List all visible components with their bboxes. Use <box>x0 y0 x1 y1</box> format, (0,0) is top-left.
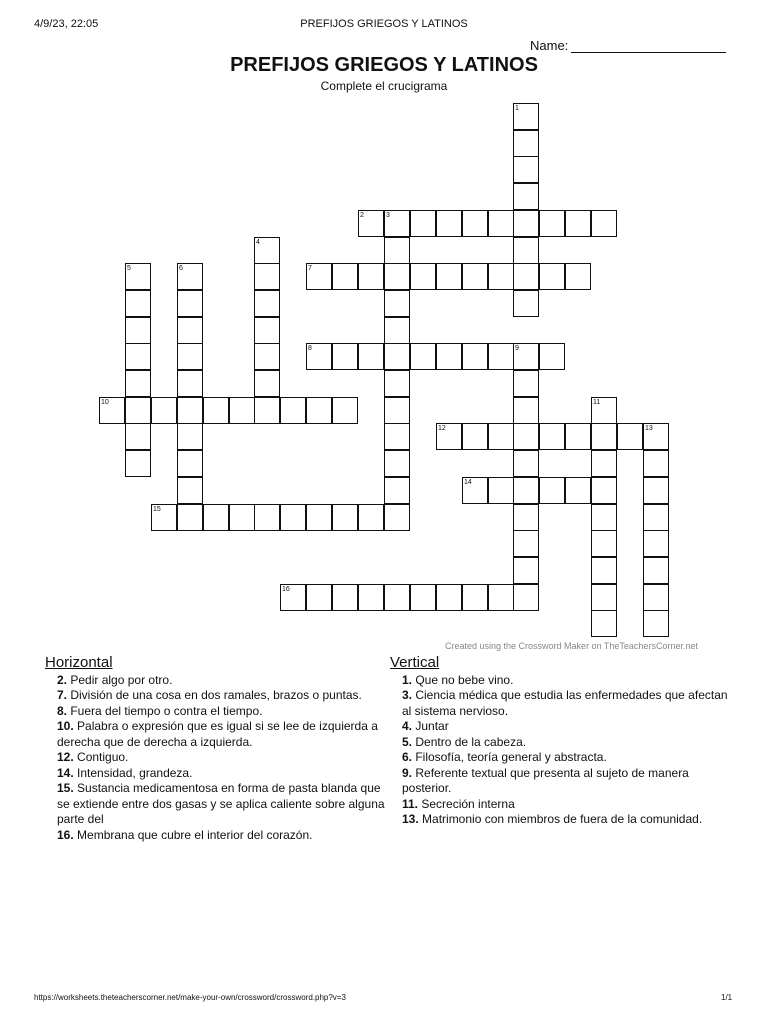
crossword-cell[interactable] <box>203 397 229 424</box>
crossword-cell[interactable] <box>254 263 280 290</box>
crossword-cell[interactable] <box>254 317 280 344</box>
crossword-cell[interactable] <box>125 397 151 424</box>
crossword-cell[interactable] <box>462 210 488 237</box>
horizontal-clues <box>45 655 390 843</box>
crossword-cell[interactable] <box>513 237 539 264</box>
crossword-cell[interactable] <box>358 504 384 531</box>
crossword-cell[interactable] <box>539 210 565 237</box>
crossword-cell[interactable] <box>177 370 203 397</box>
crossword-cell[interactable] <box>410 263 436 290</box>
crossword-cell[interactable] <box>436 263 462 290</box>
crossword-cell[interactable] <box>565 210 591 237</box>
crossword-cell[interactable] <box>384 423 410 450</box>
vertical-clue <box>390 766 735 797</box>
crossword-cell[interactable] <box>462 477 488 504</box>
clue-text: Matrimonio con miembros de fuera de la comunidad. <box>418 812 703 826</box>
crossword-cell[interactable] <box>177 450 203 477</box>
clue-text: Intensidad, grandeza. <box>73 765 193 780</box>
crossword-cell[interactable] <box>643 557 669 584</box>
footer-url[interactable]: https://worksheets.theteacherscorner.net/make-your-own/crossword/crossword.php?v=3 <box>34 993 346 1002</box>
clue-number: 7. <box>57 688 68 702</box>
clue-number: 7 <box>308 265 312 272</box>
crossword-cell[interactable] <box>254 370 280 397</box>
vertical-clue <box>390 719 735 735</box>
crossword-cell[interactable] <box>306 397 332 424</box>
clue-text: Que no bebe vino. <box>412 672 514 687</box>
crossword-cell[interactable] <box>125 450 151 477</box>
horizontal-heading: Horizontal <box>45 654 113 671</box>
horizontal-clue <box>45 750 390 766</box>
crossword-cell[interactable] <box>513 130 539 157</box>
clue-text: Filosofía, teoría general y abstracta. <box>412 750 607 764</box>
crossword-cell[interactable] <box>436 584 462 611</box>
crossword-cell[interactable] <box>539 423 565 450</box>
crossword-cell[interactable] <box>384 504 410 531</box>
clue-number: 13 <box>645 425 653 432</box>
crossword-cell[interactable] <box>384 210 410 237</box>
crossword-cell[interactable] <box>177 317 203 344</box>
clue-number: 6 <box>179 265 183 272</box>
clue-text: Secreción interna <box>418 796 515 811</box>
crossword-cell[interactable] <box>643 477 669 504</box>
crossword-cell[interactable] <box>410 343 436 370</box>
clue-text: Dentro de la cabeza. <box>412 734 527 749</box>
crossword-cell[interactable] <box>488 584 514 611</box>
print-doc-title: PREFIJOS GRIEGOS Y LATINOS <box>300 18 468 30</box>
clue-number: 3. <box>402 688 413 702</box>
crossword-cell[interactable] <box>306 343 332 370</box>
crossword-cell[interactable] <box>643 530 669 557</box>
horizontal-clue <box>45 688 390 704</box>
crossword-cell[interactable] <box>332 584 358 611</box>
crossword-cell[interactable] <box>513 210 539 237</box>
crossword-cell[interactable] <box>203 504 229 531</box>
crossword-cell[interactable] <box>229 504 255 531</box>
clue-number: 15 <box>153 506 161 513</box>
crossword-cell[interactable] <box>513 557 539 584</box>
crossword-cell[interactable] <box>358 343 384 370</box>
crossword-cell[interactable] <box>384 370 410 397</box>
crossword-cell[interactable] <box>591 423 617 450</box>
crossword-cell[interactable] <box>591 530 617 557</box>
horizontal-clue <box>45 704 390 720</box>
crossword-cell[interactable] <box>488 343 514 370</box>
horizontal-clue <box>45 673 390 689</box>
clue-number: 6. <box>402 750 413 764</box>
clue-number: 5 <box>127 265 131 272</box>
crossword-cell[interactable] <box>254 343 280 370</box>
crossword-cell[interactable] <box>462 584 488 611</box>
crossword-cell[interactable] <box>125 263 151 290</box>
clue-text: Fuera del tiempo o contra el tiempo. <box>67 703 263 718</box>
clue-number: 4 <box>256 239 260 246</box>
clue-number: 9. <box>402 765 413 780</box>
crossword-cell[interactable] <box>513 504 539 531</box>
crossword-cell[interactable] <box>539 477 565 504</box>
crossword-cell[interactable] <box>384 397 410 424</box>
clue-number: 1 <box>515 105 519 112</box>
crossword-cell[interactable] <box>410 584 436 611</box>
crossword-cell[interactable] <box>410 210 436 237</box>
clue-text: División de una cosa en dos ramales, brazos o puntas. <box>67 688 362 702</box>
crossword-cell[interactable] <box>358 210 384 237</box>
crossword-cell[interactable] <box>513 450 539 477</box>
crossword-cell[interactable] <box>513 290 539 317</box>
crossword-cell[interactable] <box>513 343 539 370</box>
name-label: Name: <box>530 38 569 53</box>
crossword-cell[interactable] <box>306 504 332 531</box>
clue-number: 1. <box>402 672 413 687</box>
crossword-cell[interactable] <box>462 343 488 370</box>
horizontal-clue <box>45 719 390 750</box>
crossword-cell[interactable] <box>332 263 358 290</box>
clue-number: 9 <box>515 345 519 352</box>
crossword-cell[interactable] <box>229 397 255 424</box>
crossword-cell[interactable] <box>591 450 617 477</box>
clue-number: 11 <box>593 399 601 406</box>
crossword-cell[interactable] <box>513 263 539 290</box>
clue-text: Pedir algo por otro. <box>67 672 173 687</box>
horizontal-clue <box>45 781 390 828</box>
clue-number: 16. <box>57 827 74 842</box>
crossword-cell[interactable] <box>280 584 306 611</box>
clue-text: Sustancia medicamentosa en forma de pasta blanda que se extiende entre dos gasas y se aplica caliente sobre alguna parte del <box>57 781 385 826</box>
crossword-cell[interactable] <box>462 263 488 290</box>
crossword-cell[interactable] <box>254 290 280 317</box>
crossword-cell[interactable] <box>177 423 203 450</box>
crossword-cell[interactable] <box>643 423 669 450</box>
crossword-cell[interactable] <box>462 423 488 450</box>
clue-number: 14. <box>57 765 74 780</box>
vertical-heading: Vertical <box>390 654 440 671</box>
crossword-cell[interactable] <box>125 343 151 370</box>
page-title: PREFIJOS GRIEGOS Y LATINOS <box>230 54 538 76</box>
clue-number: 15. <box>57 781 74 795</box>
clue-number: 4. <box>402 719 413 733</box>
crossword-cell[interactable] <box>384 584 410 611</box>
clue-number: 8 <box>308 345 312 352</box>
horizontal-clue <box>45 766 390 782</box>
crossword-cell[interactable] <box>539 263 565 290</box>
crossword-cell[interactable] <box>591 557 617 584</box>
vertical-clue <box>390 812 735 828</box>
crossword-cell[interactable] <box>513 477 539 504</box>
crossword-cell[interactable] <box>254 237 280 264</box>
crossword-cell[interactable] <box>565 477 591 504</box>
crossword-cell[interactable] <box>125 370 151 397</box>
clue-text: Contiguo. <box>73 750 129 764</box>
crossword-cell[interactable] <box>617 423 643 450</box>
page-subtitle: Complete el crucigrama <box>320 79 448 93</box>
crossword-cell[interactable] <box>384 317 410 344</box>
crossword-cell[interactable] <box>513 584 539 611</box>
vertical-clue <box>390 688 735 719</box>
crossword-cell[interactable] <box>643 610 669 637</box>
crossword-cell[interactable] <box>254 504 280 531</box>
crossword-cell[interactable] <box>488 423 514 450</box>
crossword-cell[interactable] <box>436 210 462 237</box>
clue-text: Juntar <box>412 719 449 733</box>
clue-number: 12 <box>438 425 446 432</box>
crossword-cell[interactable] <box>513 530 539 557</box>
horizontal-clue <box>45 828 390 844</box>
clue-text: Ciencia médica que estudia las enfermedades que afectan al sistema nervioso. <box>402 688 728 718</box>
crossword-cell[interactable] <box>565 423 591 450</box>
crossword-cell[interactable] <box>436 343 462 370</box>
credit-text[interactable]: Created using the Crossword Maker on TheTeachersCorner.net <box>445 641 698 651</box>
clue-number: 13. <box>402 812 419 826</box>
clue-number: 16 <box>282 586 290 593</box>
crossword-cell[interactable] <box>591 610 617 637</box>
crossword-cell[interactable] <box>332 343 358 370</box>
crossword-cell[interactable] <box>384 290 410 317</box>
crossword-cell[interactable] <box>513 423 539 450</box>
crossword-cell[interactable] <box>591 210 617 237</box>
crossword-cell[interactable] <box>384 343 410 370</box>
crossword-cell[interactable] <box>384 477 410 504</box>
clue-number: 14 <box>464 479 472 486</box>
crossword-cell[interactable] <box>177 290 203 317</box>
crossword-cell[interactable] <box>384 450 410 477</box>
crossword-cell[interactable] <box>332 504 358 531</box>
vertical-clue <box>390 735 735 751</box>
crossword-cell[interactable] <box>125 290 151 317</box>
crossword-cell[interactable] <box>151 397 177 424</box>
clue-number: 10. <box>57 719 74 733</box>
crossword-cell[interactable] <box>384 237 410 264</box>
clue-number: 2 <box>360 212 364 219</box>
crossword-cell[interactable] <box>488 263 514 290</box>
clue-number: 3 <box>386 212 390 219</box>
vertical-clue <box>390 673 735 689</box>
vertical-clues <box>390 655 735 828</box>
footer-page-number: 1/1 <box>721 993 733 1002</box>
clue-number: 11. <box>402 796 419 811</box>
crossword-cell[interactable] <box>177 343 203 370</box>
clue-text: Palabra o expresión que es igual si se lee de izquierda a derecha que de derecha a izquierda. <box>57 719 378 749</box>
crossword-cell[interactable] <box>280 397 306 424</box>
clue-text: Referente textual que presenta al sujeto de manera posterior. <box>402 765 689 795</box>
crossword-cell[interactable] <box>177 477 203 504</box>
crossword-cell[interactable] <box>643 450 669 477</box>
crossword-cell[interactable] <box>591 477 617 504</box>
crossword-cell[interactable] <box>643 584 669 611</box>
clue-number: 5. <box>402 734 413 749</box>
crossword-cell[interactable] <box>513 370 539 397</box>
crossword-cell[interactable] <box>643 504 669 531</box>
crossword-cell[interactable] <box>591 397 617 424</box>
crossword-cell[interactable] <box>591 504 617 531</box>
crossword-cell[interactable] <box>539 343 565 370</box>
crossword-cell[interactable] <box>177 263 203 290</box>
crossword-cell[interactable] <box>254 397 280 424</box>
crossword-cell[interactable] <box>358 263 384 290</box>
vertical-clue <box>390 797 735 813</box>
crossword-cell[interactable] <box>306 584 332 611</box>
crossword-cell[interactable] <box>332 397 358 424</box>
clue-number: 2. <box>57 672 68 687</box>
crossword-cell[interactable] <box>177 504 203 531</box>
crossword-cell[interactable] <box>513 183 539 210</box>
clue-number: 12. <box>57 750 74 764</box>
clue-number: 8. <box>57 703 68 718</box>
clue-number: 10 <box>101 399 109 406</box>
crossword-cell[interactable] <box>513 156 539 183</box>
vertical-clue <box>390 750 735 766</box>
crossword-cell[interactable] <box>591 584 617 611</box>
crossword-cell[interactable] <box>384 263 410 290</box>
crossword-cell[interactable] <box>177 397 203 424</box>
crossword-cell[interactable] <box>565 263 591 290</box>
crossword-cell[interactable] <box>436 423 462 450</box>
crossword-cell[interactable] <box>358 584 384 611</box>
crossword-cell[interactable] <box>280 504 306 531</box>
crossword-cell[interactable] <box>125 317 151 344</box>
print-datetime: 4/9/23, 22:05 <box>34 18 99 30</box>
crossword-cell[interactable] <box>513 103 539 130</box>
crossword-cell[interactable] <box>488 210 514 237</box>
crossword-cell[interactable] <box>488 477 514 504</box>
crossword-cell[interactable] <box>151 504 177 531</box>
crossword-cell[interactable] <box>306 263 332 290</box>
clue-text: Membrana que cubre el interior del corazón. <box>73 827 313 842</box>
crossword-cell[interactable] <box>513 397 539 424</box>
crossword-cell[interactable] <box>125 423 151 450</box>
crossword-cell[interactable] <box>99 397 125 424</box>
